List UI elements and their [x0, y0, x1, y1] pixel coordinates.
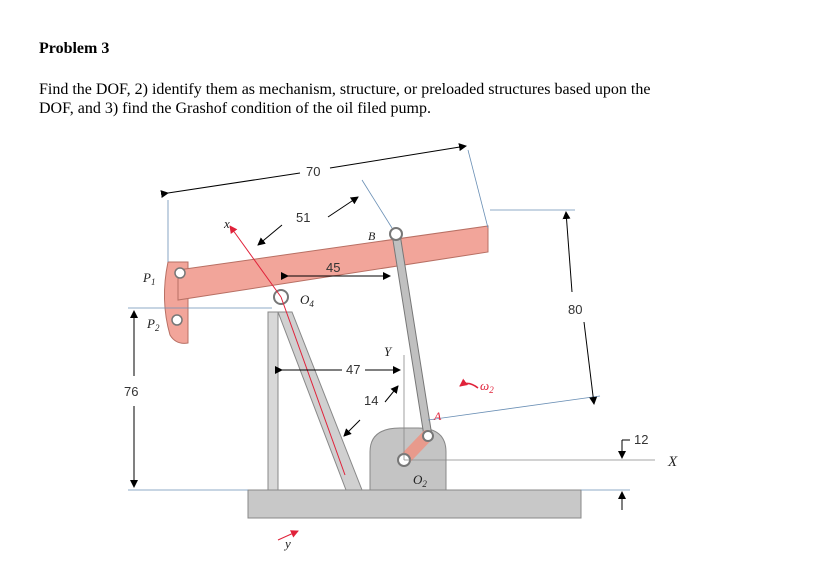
problem-heading: Problem 3 [39, 40, 110, 57]
label-omega2 [480, 378, 494, 395]
dim-51: 51 [296, 210, 311, 225]
dim-47: 47 [346, 362, 361, 377]
label-p1-sub: 1 [150, 277, 156, 287]
label-omega2-sub: 2 [489, 385, 494, 395]
dim-14: 14 [364, 393, 379, 408]
dim-76: 76 [124, 384, 139, 399]
omega2-arrow [460, 383, 478, 388]
label-o4-main: O [300, 292, 310, 307]
question-line-2: DOF, and 3) find the Grashof condition of the oil filed pump. [39, 100, 431, 117]
dim-70-line [168, 173, 300, 193]
dim-80-arrow-top [566, 212, 572, 292]
frame-leg [278, 312, 362, 490]
label-y-local: y [285, 536, 291, 551]
dim-70: 70 [306, 164, 321, 179]
dim-51-ext [362, 180, 392, 228]
label-y-global: Y [384, 344, 392, 359]
label-omega2-main: ω [480, 378, 490, 393]
label-b: B [368, 229, 376, 243]
joint-b [390, 228, 402, 240]
label-p1-main: P [143, 270, 151, 285]
point-p2 [172, 315, 182, 325]
label-o4 [300, 292, 314, 309]
label-p1 [142, 270, 155, 287]
dim-51-right [328, 197, 358, 217]
label-x-local: x [224, 216, 230, 231]
point-p1 [175, 268, 185, 278]
label-p2-sub: 2 [154, 323, 160, 333]
joint-a [423, 431, 433, 441]
dim-80-arrow-bottom [584, 322, 594, 404]
dim-12: 12 [634, 432, 649, 447]
label-o4-sub: 4 [309, 299, 314, 309]
label-p2 [146, 316, 160, 333]
connecting-rod [392, 234, 432, 436]
question-line-1: Find the DOF, 2) identify them as mechanism, structure, or preloaded structures based upon the [39, 81, 651, 98]
y-axis-arrow [281, 297, 345, 475]
label-o2-main: O [413, 472, 423, 487]
dim-51-left [258, 225, 282, 245]
label-a: A [434, 409, 442, 423]
frame-post [268, 312, 278, 490]
label-x-global: X [668, 454, 678, 470]
dim-70-ext-right [468, 150, 488, 228]
dim-80: 80 [568, 302, 583, 317]
dim-14-arrow [344, 420, 360, 436]
base-plate [248, 490, 581, 518]
dim-70-line-right [330, 146, 466, 168]
dim-14-arrow-b [385, 386, 398, 402]
label-o2-sub: 2 [422, 479, 427, 489]
dim-45: 45 [326, 260, 341, 275]
label-p2-main: P [147, 316, 155, 331]
dim-80-ext-bottom [428, 396, 600, 420]
